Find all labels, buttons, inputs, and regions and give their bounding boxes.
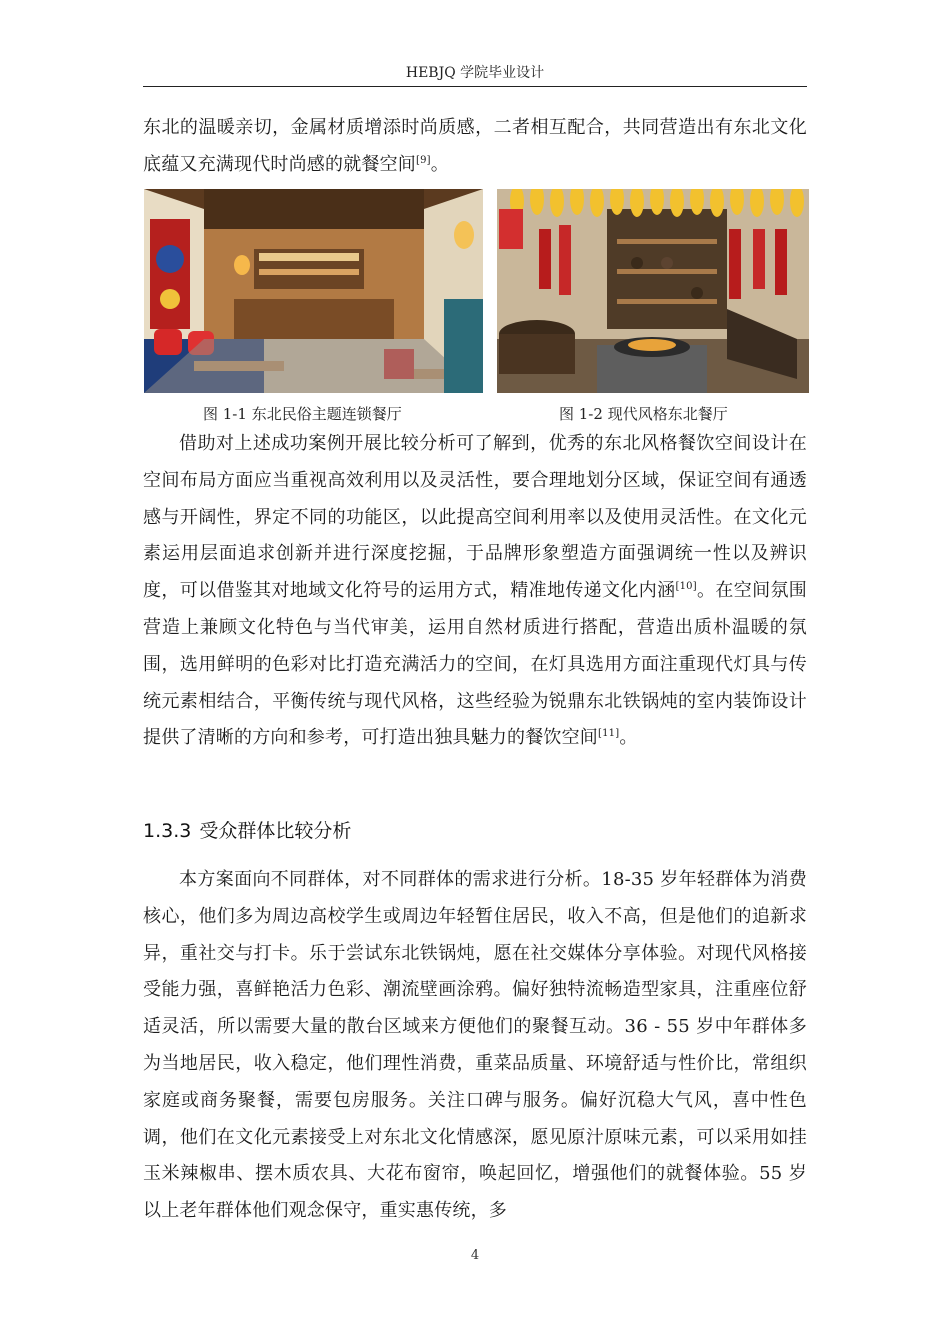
section-title: 受众群体比较分析	[199, 820, 352, 842]
figure-1-1-image	[144, 189, 483, 393]
running-header: HEBJQ 学院毕业设计	[405, 65, 545, 81]
citation-11: [11]	[598, 728, 620, 740]
analysis-text-2: 。在空间氛围营造上兼顾文化特色与当代审美，运用自然材质进行搭配，营造出质朴温暖的氛围，选用鲜明的色彩对比打造充满活力的空间，在灯具选用方面注重现代灯具与传统元素相结合，平衡传统与现代风格，这些经验为锐鼎东北铁锅炖的室内装饰设计提供了清晰的方向和参考，可打造出独具魅力的餐饮空间	[143, 580, 807, 749]
figure-1-2-image	[497, 189, 809, 393]
intro-paragraph	[143, 110, 807, 184]
audience-paragraph: 本方案面向不同群体，对不同群体的需求进行分析。18-35 岁年轻群体为消费核心，他们多为周边高校学生或周边年轻暂住居民，收入不高，但是他们的追新求异，重社交与打卡。乐于尝试东北铁锅炖，愿在社交媒体分享体验。对现代风格接受能力强，喜鲜艳活力色彩、潮流壁画涂鸦。偏好独特流畅造型家具，注重座位舒适灵活，所以需要大量的散台区域来方便他们的聚餐互动。36 - 55 岁中年群体多为当地居民，收入稳定，他们理性消费，重菜品质量、环境舒适与性价比，常组织家庭或商务聚餐，需要包房服务。关注口碑与服务。偏好沉稳大气风，喜中性色调，他们在文化元素接受上对东北文化情感深，愿见原汁原味元素，可以采用如挂玉米辣椒串、摆木质农具、大花布窗帘，唤起回忆，增强他们的就餐体验。55 岁以上老年群体他们观念保守，重实惠传统，多	[143, 869, 807, 1222]
page-number: 4	[470, 1248, 480, 1263]
citation-10: [10]	[675, 581, 697, 593]
analysis-paragraph	[143, 426, 807, 757]
intro-text: 东北的温暖亲切，金属材质增添时尚质感，二者相互配合，共同营造出有东北文化底蕴又充满现代时尚感的就餐空间	[143, 117, 807, 175]
header-rule	[143, 86, 807, 87]
intro-tail: 。	[430, 153, 449, 175]
analysis-text-1: 借助对上述成功案例开展比较分析可了解到，优秀的东北风格餐饮空间设计在空间布局方面应当重视高效利用以及灵活性，要合理地划分区域，保证空间有通透感与开阔性，界定不同的功能区，以此提高空间利用率以及使用灵活性。在文化元素运用层面追求创新并进行深度挖掘，于品牌形象塑造方面强调统一性以及辨识度，可以借鉴其对地域文化符号的运用方式，精准地传递文化内涵	[143, 433, 807, 602]
section-number: 1.3.3	[143, 820, 192, 842]
analysis-text-3: 。	[619, 727, 638, 749]
figure-1-2-caption: 图 1-2 现代风格东北餐厅	[559, 405, 728, 423]
citation-9: [9]	[416, 154, 431, 166]
figure-1-1-caption: 图 1-1 东北民俗主题连锁餐厅	[203, 405, 402, 423]
section-heading	[143, 818, 351, 844]
